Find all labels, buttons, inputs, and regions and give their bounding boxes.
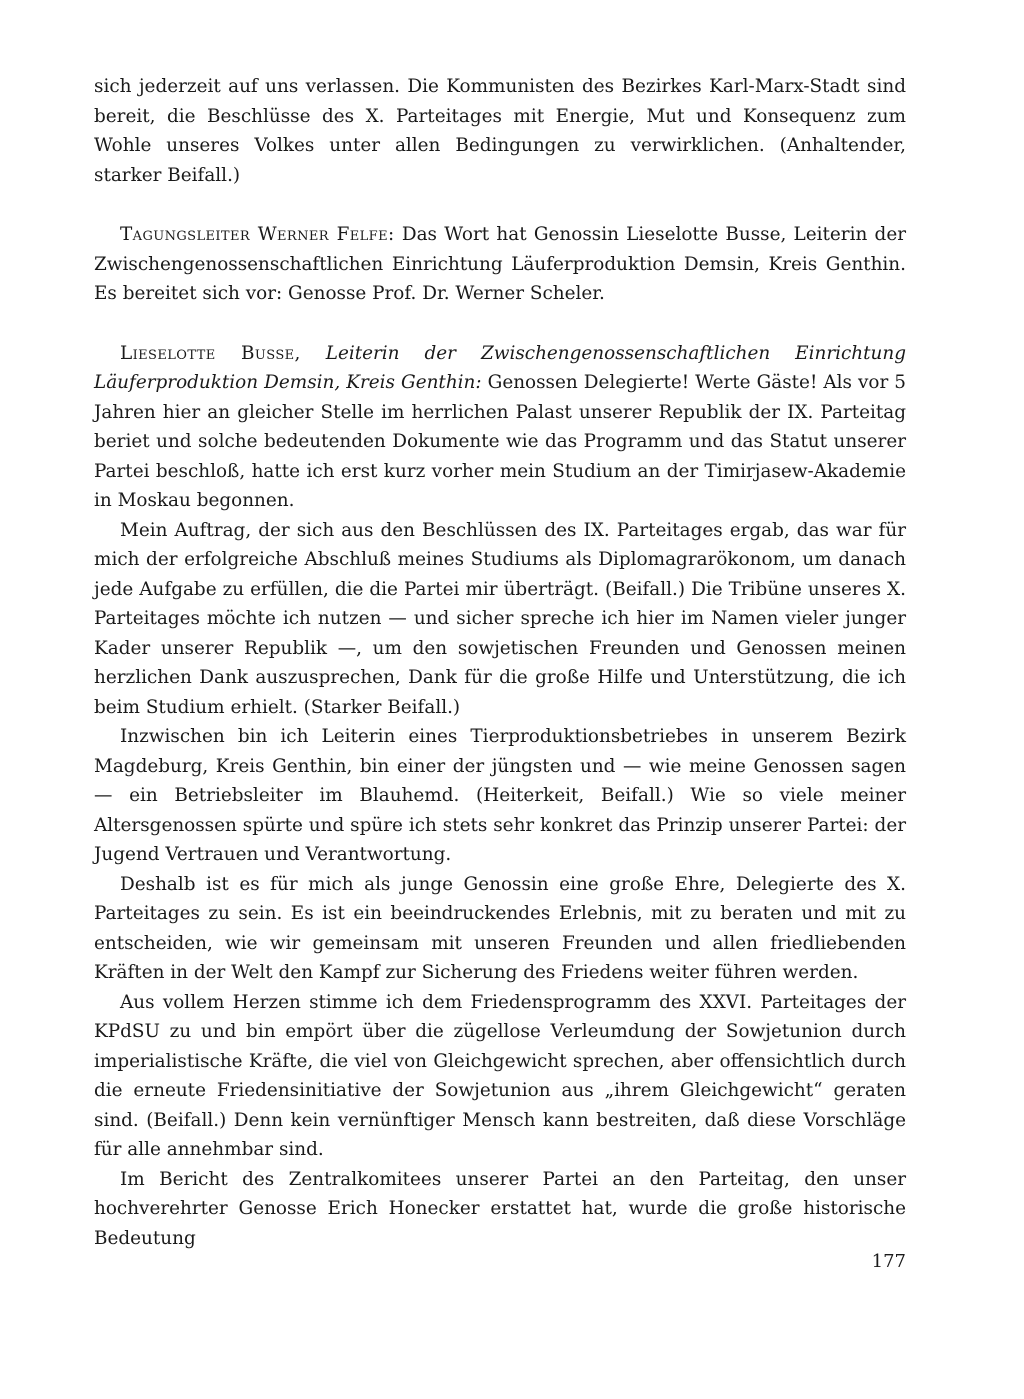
speech-paragraph-2: Inzwischen bin ich Leiterin eines Tierproduktionsbetriebes in unserem Bezirk Magdeburg, Kreis Genthin, bin einer der jüngsten und — wie meine Genossen sagen — ein Betriebsleiter im Blauhemd. (Heiterkeit, Beifall.) Wie so viele meiner Altersgenossen spürte und spüre ich stets sehr konkret das Prinzip unserer Partei: der Jugend Vertrauen und Verantwortung. <box>94 726 906 865</box>
speech-paragraph-1: Mein Auftrag, der sich aus den Beschlüssen des IX. Parteitages ergab, das war für mich der erfolgreiche Abschluß meines Studiums als Diplomagrarökonom, um danach jede Aufgabe zu erfüllen, die die Partei mir überträgt. (Beifall.) Die Tribüne unseres X. Parteitages möchte ich nutzen — und sicher spreche ich hier im Namen vieler junger Kader unserer Republik —, um den sowjetischen Freunden und Genossen meinen herzlichen Dank auszusprechen, Dank für die große Hilfe und Unterstützung, die ich beim Studium erhielt. (Starker Beifall.) <box>94 519 906 718</box>
page-number: 177 <box>871 1251 906 1272</box>
paragraph-continuation: sich jederzeit auf uns verlassen. Die Kommunisten des Bezirkes Karl-Marx-Stadt sind bereit, die Beschlüsse des X. Parteitages mit Energie, Mut und Konsequenz zum Wohle unseres Volkes unter allen Bedingungen zu verwirklichen. (Anhaltender, starker Beifall.) <box>94 76 906 186</box>
chair-announcement <box>94 220 906 309</box>
speaker-role: Leiterin der Zwischengenossenschaftlichen Einrichtung Läuferproduktion Demsin, Kreis Genthin: <box>94 342 907 393</box>
speech-paragraph-3: Deshalb ist es für mich als junge Genossin eine große Ehre, Delegierte des X. Parteitages zu sein. Es ist ein beeindruckendes Erlebnis, mit zu beraten und mit zu entscheiden, wie wir gemeinsam mit unseren Freunden und allen friedliebenden Kräften in der Welt den Kampf zur Sicherung des Friedens weiter führen werden. <box>94 873 906 983</box>
chair-announcement-text: Das Wort hat Genossin Lieselotte Busse, Leiterin der Zwischengenossenschaftlichen Einrichtung Läuferproduktion Demsin, Kreis Genthin. Es bereitet sich vor: Genosse Prof. Dr. Werner Scheler. <box>94 224 907 304</box>
speech-opening-text: Genossen Delegierte! Werte Gäste! Als vor 5 Jahren hier an gleicher Stelle im herrlichen Palast unserer Republik der IX. Parteitag beriet und solche bedeutenden Dokumente wie das Programm und das Statut unserer Partei beschloß, hatte ich erst kurz vorher mein Studium an der Timirjasew-Akademie in Moskau begonnen. <box>94 372 906 511</box>
speaker-name: Lieselotte Busse, <box>120 342 301 364</box>
speech-paragraph-4: Aus vollem Herzen stimme ich dem Friedensprogramm des XXVI. Parteitages der KPdSU zu und bin empört über die zügellose Verleumdung der Sowjetunion durch imperialistische Kräfte, die viel von Gleichgewicht sprechen, aber offensichtlich durch die erneute Friedensinitiative der Sowjetunion aus „ihrem Gleichgewicht“ geraten sind. (Beifall.) Denn kein vernünftiger Mensch kann bestreiten, daß diese Vorschläge für alle annehmbar sind. <box>94 991 906 1160</box>
chair-speaker-name: Tagungsleiter Werner Felfe: <box>120 224 395 245</box>
page-body <box>94 72 906 1253</box>
speech-paragraph-5: Im Bericht des Zentralkomitees unserer Partei an den Parteitag, den unser hochverehrter Genosse Erich Honecker erstattet hat, wurde die große historische Bedeutung <box>94 1168 906 1249</box>
speech-opening <box>94 339 906 516</box>
